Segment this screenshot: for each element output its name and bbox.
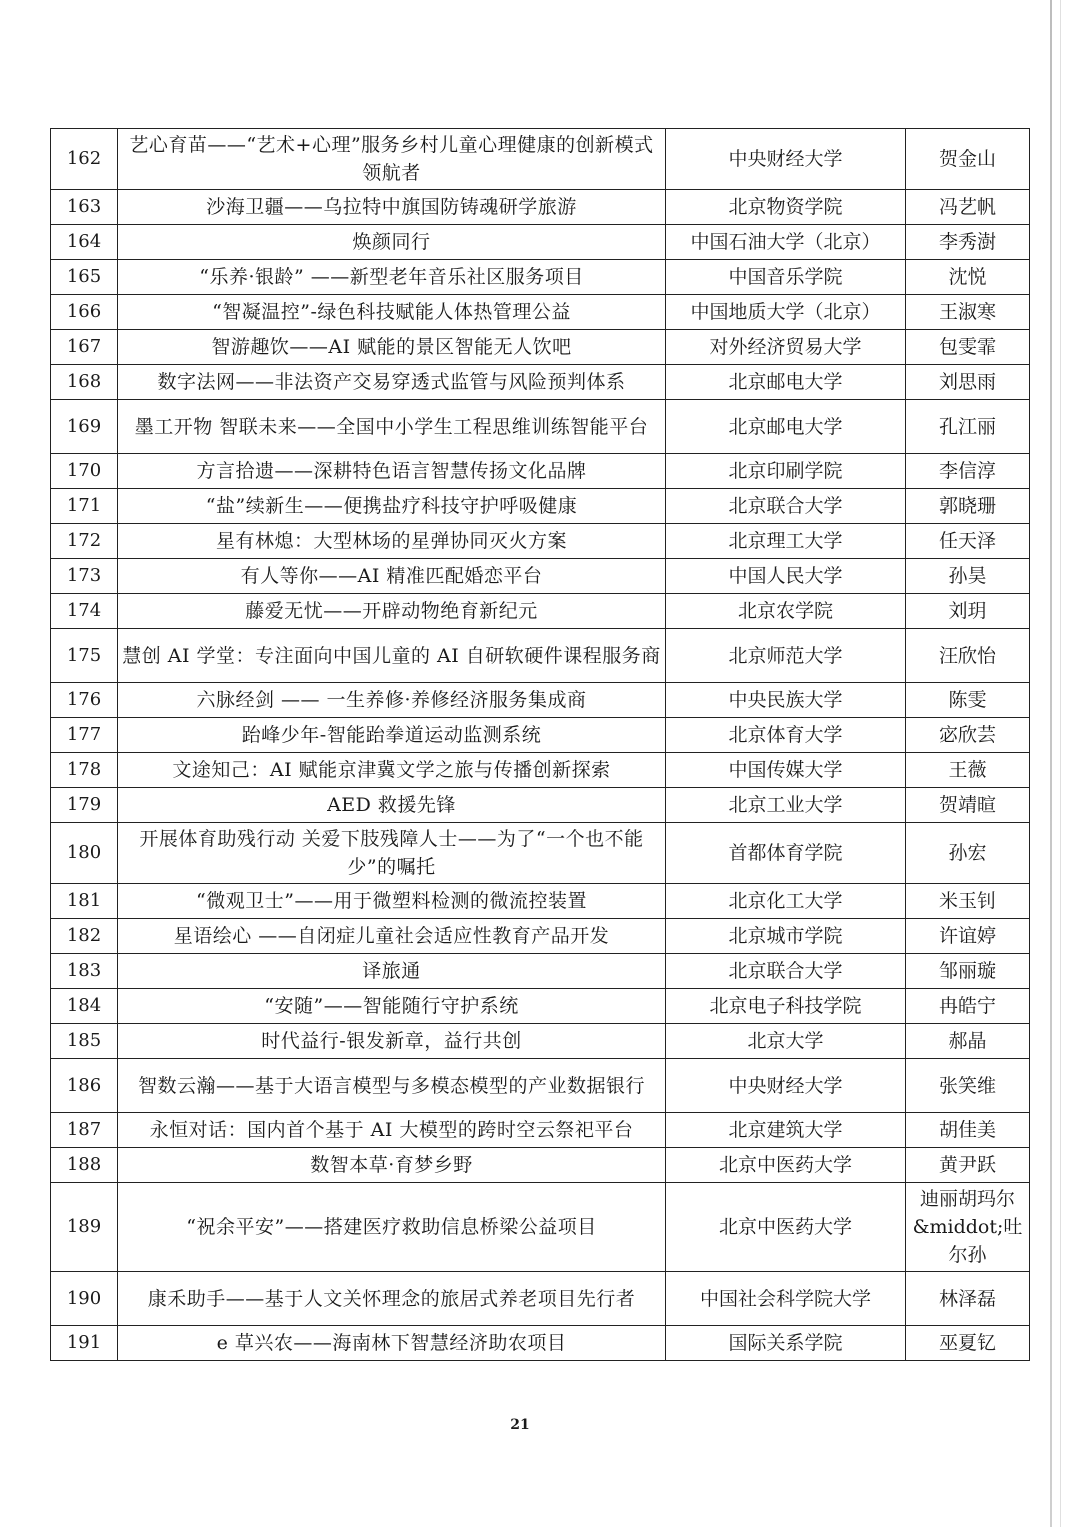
project-name: “安随”——智能随行守护系统 <box>118 989 666 1024</box>
project-name: 沙海卫疆——乌拉特中旗国防铸魂研学旅游 <box>118 190 666 225</box>
project-name: 慧创 AI 学堂：专注面向中国儿童的 AI 自研软硬件课程服务商 <box>118 629 666 683</box>
row-number: 162 <box>51 129 118 190</box>
person-name: 贺靖暄 <box>906 788 1030 823</box>
project-name: “盐”续新生——便携盐疗科技守护呼吸健康 <box>118 489 666 524</box>
row-number: 173 <box>51 559 118 594</box>
row-number: 174 <box>51 594 118 629</box>
row-number: 190 <box>51 1272 118 1326</box>
table-row <box>51 989 1030 1024</box>
table-row <box>51 1113 1030 1148</box>
row-number: 165 <box>51 260 118 295</box>
project-name: 焕颜同行 <box>118 225 666 260</box>
school-name: 北京农学院 <box>666 594 906 629</box>
person-name: 包雯霏 <box>906 330 1030 365</box>
person-name: 郝晶 <box>906 1024 1030 1059</box>
table-row <box>51 954 1030 989</box>
person-name: 陈雯 <box>906 683 1030 718</box>
project-name: 开展体育助残行动 关爱下肢残障人士——为了“一个也不能少”的嘱托 <box>118 823 666 884</box>
table-row <box>51 1183 1030 1272</box>
row-number: 183 <box>51 954 118 989</box>
project-name: 时代益行-银发新章，益行共创 <box>118 1024 666 1059</box>
project-name: 星语绘心 ——自闭症儿童社会适应性教育产品开发 <box>118 919 666 954</box>
project-name: 有人等你——AI 精准匹配婚恋平台 <box>118 559 666 594</box>
person-name: 郭晓珊 <box>906 489 1030 524</box>
table-row <box>51 524 1030 559</box>
project-name: 藤爱无忧——开辟动物绝育新纪元 <box>118 594 666 629</box>
table-row <box>51 225 1030 260</box>
table-row <box>51 559 1030 594</box>
school-name: 中央民族大学 <box>666 683 906 718</box>
person-name: 黄尹跃 <box>906 1148 1030 1183</box>
person-name: 迪丽胡玛尔&middot;吐尔孙 <box>906 1183 1030 1272</box>
school-name: 中央财经大学 <box>666 129 906 190</box>
table-row <box>51 629 1030 683</box>
table-row <box>51 295 1030 330</box>
table-row <box>51 919 1030 954</box>
project-name: 智数云瀚——基于大语言模型与多模态模型的产业数据银行 <box>118 1059 666 1113</box>
project-name: 六脉经剑 —— 一生养修·养修经济服务集成商 <box>118 683 666 718</box>
person-name: 王淑寒 <box>906 295 1030 330</box>
project-name: “乐养·银龄” ——新型老年音乐社区服务项目 <box>118 260 666 295</box>
row-number: 180 <box>51 823 118 884</box>
row-number: 189 <box>51 1183 118 1272</box>
school-name: 北京物资学院 <box>666 190 906 225</box>
school-name: 国际关系学院 <box>666 1326 906 1361</box>
project-name: AED 救援先锋 <box>118 788 666 823</box>
table-row <box>51 683 1030 718</box>
school-name: 北京大学 <box>666 1024 906 1059</box>
project-name: 跆峰少年-智能跆拳道运动监测系统 <box>118 718 666 753</box>
row-number: 178 <box>51 753 118 788</box>
person-name: 米玉钊 <box>906 884 1030 919</box>
person-name: 林泽磊 <box>906 1272 1030 1326</box>
table-row <box>51 454 1030 489</box>
row-number: 176 <box>51 683 118 718</box>
project-name: 永恒对话：国内首个基于 AI 大模型的跨时空云祭祀平台 <box>118 1113 666 1148</box>
person-name: 王薇 <box>906 753 1030 788</box>
row-number: 168 <box>51 365 118 400</box>
school-name: 北京工业大学 <box>666 788 906 823</box>
project-name: 译旅通 <box>118 954 666 989</box>
person-name: 张笑维 <box>906 1059 1030 1113</box>
school-name: 中国传媒大学 <box>666 753 906 788</box>
school-name: 中国音乐学院 <box>666 260 906 295</box>
page-edge-line <box>1050 0 1052 1527</box>
row-number: 166 <box>51 295 118 330</box>
row-number: 167 <box>51 330 118 365</box>
project-name: e 草兴农——海南林下智慧经济助农项目 <box>118 1326 666 1361</box>
table-row <box>51 1272 1030 1326</box>
table-row <box>51 1024 1030 1059</box>
person-name: 沈悦 <box>906 260 1030 295</box>
row-number: 163 <box>51 190 118 225</box>
school-name: 北京体育大学 <box>666 718 906 753</box>
project-table <box>50 128 1030 1361</box>
person-name: 李秀澍 <box>906 225 1030 260</box>
school-name: 北京建筑大学 <box>666 1113 906 1148</box>
project-name: 星有林熄：大型林场的星弹协同灭火方案 <box>118 524 666 559</box>
row-number: 169 <box>51 400 118 454</box>
project-name: 文途知己：AI 赋能京津冀文学之旅与传播创新探索 <box>118 753 666 788</box>
table-row <box>51 753 1030 788</box>
school-name: 北京邮电大学 <box>666 365 906 400</box>
row-number: 185 <box>51 1024 118 1059</box>
person-name: 胡佳美 <box>906 1113 1030 1148</box>
table-row <box>51 594 1030 629</box>
table-row <box>51 718 1030 753</box>
person-name: 冯艺帆 <box>906 190 1030 225</box>
school-name: 北京邮电大学 <box>666 400 906 454</box>
table-row <box>51 330 1030 365</box>
table-row <box>51 1059 1030 1113</box>
project-name: 智游趣饮——AI 赋能的景区智能无人饮吧 <box>118 330 666 365</box>
school-name: 北京印刷学院 <box>666 454 906 489</box>
school-name: 中国人民大学 <box>666 559 906 594</box>
table-row <box>51 190 1030 225</box>
row-number: 182 <box>51 919 118 954</box>
project-name: 方言拾遗——深耕特色语言智慧传扬文化品牌 <box>118 454 666 489</box>
table-row <box>51 260 1030 295</box>
person-name: 孙昊 <box>906 559 1030 594</box>
school-name: 北京中医药大学 <box>666 1183 906 1272</box>
project-table-body <box>51 129 1030 1361</box>
table-row <box>51 1148 1030 1183</box>
school-name: 北京化工大学 <box>666 884 906 919</box>
project-name: 数字法网——非法资产交易穿透式监管与风险预判体系 <box>118 365 666 400</box>
project-name: 艺心育苗——“艺术+心理”服务乡村儿童心理健康的创新模式领航者 <box>118 129 666 190</box>
row-number: 187 <box>51 1113 118 1148</box>
person-name: 刘玥 <box>906 594 1030 629</box>
table-row <box>51 365 1030 400</box>
table-row <box>51 884 1030 919</box>
table-row <box>51 129 1030 190</box>
person-name: 汪欣怡 <box>906 629 1030 683</box>
person-name: 许谊婷 <box>906 919 1030 954</box>
project-name: 墨工开物 智联未来——全国中小学生工程思维训练智能平台 <box>118 400 666 454</box>
school-name: 北京城市学院 <box>666 919 906 954</box>
table-row <box>51 788 1030 823</box>
school-name: 北京联合大学 <box>666 954 906 989</box>
school-name: 北京联合大学 <box>666 489 906 524</box>
row-number: 172 <box>51 524 118 559</box>
school-name: 对外经济贸易大学 <box>666 330 906 365</box>
row-number: 164 <box>51 225 118 260</box>
row-number: 171 <box>51 489 118 524</box>
page-edge-line <box>1060 0 1061 1527</box>
school-name: 北京理工大学 <box>666 524 906 559</box>
table-row <box>51 400 1030 454</box>
school-name: 中央财经大学 <box>666 1059 906 1113</box>
school-name: 首都体育学院 <box>666 823 906 884</box>
row-number: 170 <box>51 454 118 489</box>
row-number: 181 <box>51 884 118 919</box>
row-number: 179 <box>51 788 118 823</box>
person-name: 孔江丽 <box>906 400 1030 454</box>
row-number: 177 <box>51 718 118 753</box>
school-name: 北京电子科技学院 <box>666 989 906 1024</box>
person-name: 贺金山 <box>906 129 1030 190</box>
project-name: “祝余平安”——搭建医疗救助信息桥梁公益项目 <box>118 1183 666 1272</box>
project-name: “微观卫士”——用于微塑料检测的微流控装置 <box>118 884 666 919</box>
project-name: 数智本草·育梦乡野 <box>118 1148 666 1183</box>
person-name: 刘思雨 <box>906 365 1030 400</box>
person-name: 冉皓宁 <box>906 989 1030 1024</box>
table-row <box>51 489 1030 524</box>
school-name: 中国社会科学院大学 <box>666 1272 906 1326</box>
school-name: 中国地质大学（北京） <box>666 295 906 330</box>
project-name: 康禾助手——基于人文关怀理念的旅居式养老项目先行者 <box>118 1272 666 1326</box>
person-name: 巫夏钇 <box>906 1326 1030 1361</box>
page-number: 21 <box>510 1417 530 1433</box>
person-name: 李信淳 <box>906 454 1030 489</box>
table-row <box>51 823 1030 884</box>
school-name: 中国石油大学（北京） <box>666 225 906 260</box>
person-name: 宓欣芸 <box>906 718 1030 753</box>
row-number: 188 <box>51 1148 118 1183</box>
person-name: 任天泽 <box>906 524 1030 559</box>
person-name: 孙宏 <box>906 823 1030 884</box>
person-name: 邹丽璇 <box>906 954 1030 989</box>
school-name: 北京中医药大学 <box>666 1148 906 1183</box>
row-number: 186 <box>51 1059 118 1113</box>
project-name: “智凝温控”-绿色科技赋能人体热管理公益 <box>118 295 666 330</box>
school-name: 北京师范大学 <box>666 629 906 683</box>
row-number: 191 <box>51 1326 118 1361</box>
table-row <box>51 1326 1030 1361</box>
row-number: 184 <box>51 989 118 1024</box>
row-number: 175 <box>51 629 118 683</box>
